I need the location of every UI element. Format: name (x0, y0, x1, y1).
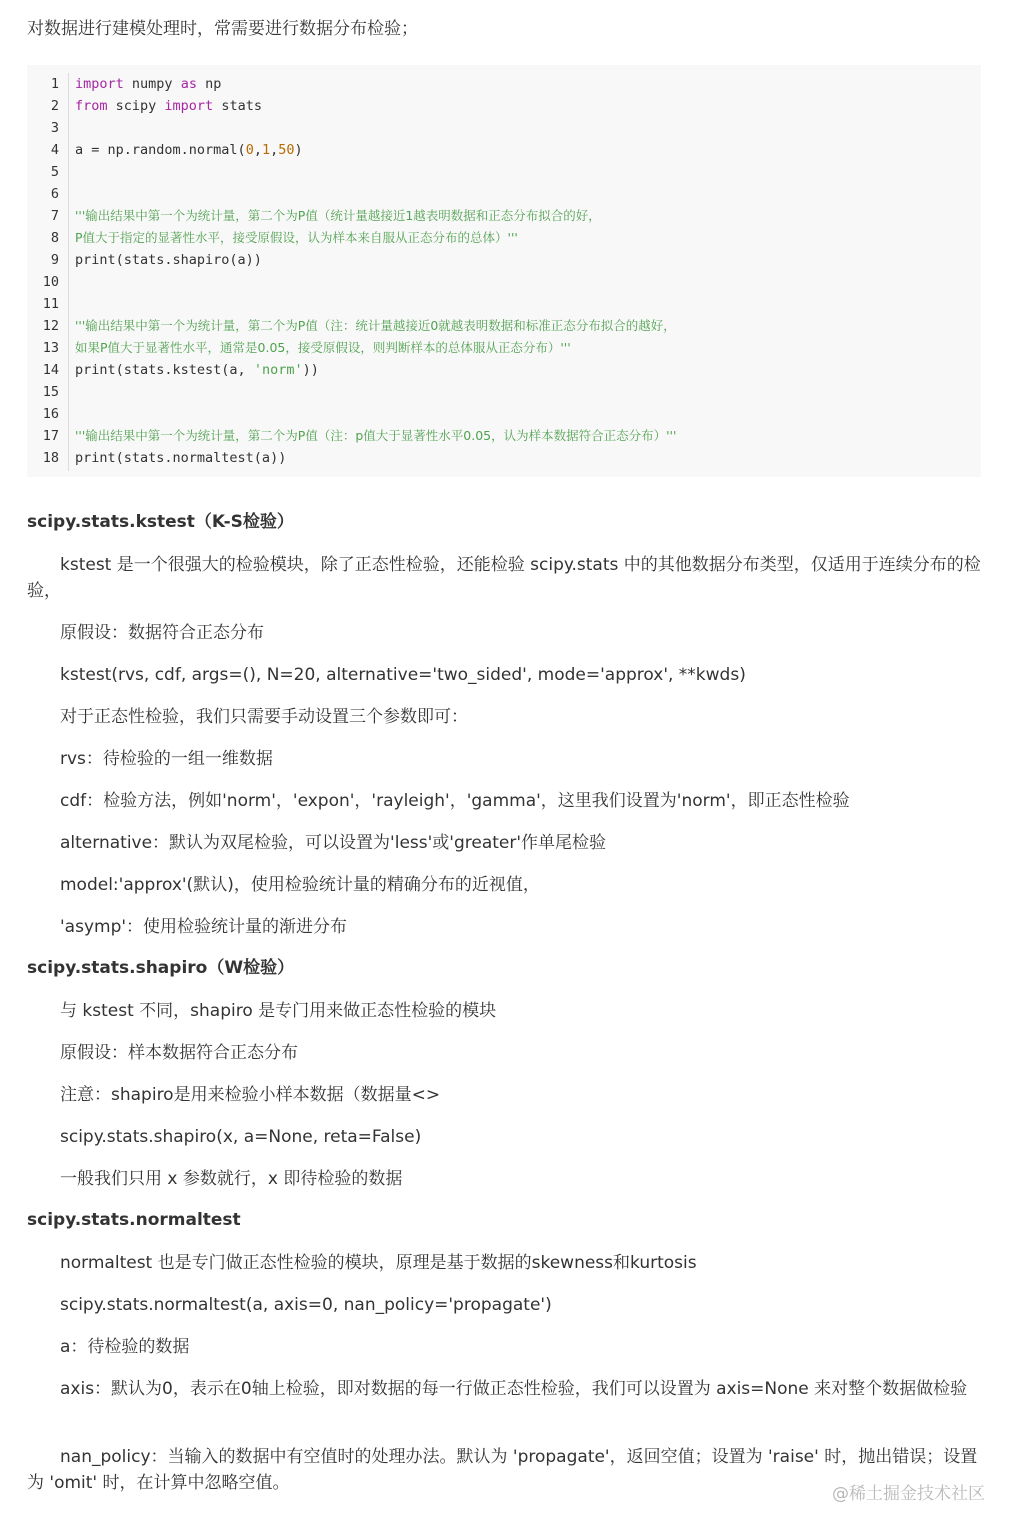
code-line (27, 293, 981, 315)
code-token: 如果P值大于显著性水平，通常是0.05，接受原假设，则判断样本的总体服从正态分布）''' (75, 340, 571, 355)
code-token: print(stats.kstest(a, (75, 362, 254, 378)
shapiro-note: 注意：shapiro是用来检验小样本数据（数据量<> (60, 1085, 441, 1105)
code-token: 50 (278, 142, 295, 158)
line-number: 1 (50, 76, 59, 92)
code-line (27, 161, 981, 183)
normaltest-heading: scipy.stats.normaltest (27, 1210, 241, 1230)
code-line (27, 425, 981, 447)
code-line (27, 139, 981, 161)
kstest-param-asymp: 'asymp'：使用检验统计量的渐进分布 (60, 917, 348, 937)
shapiro-usage: 一般我们只用 x 参数就行，x 即待检验的数据 (60, 1169, 403, 1189)
code-token: stats (213, 98, 262, 114)
code-token: print(stats.shapiro(a)) (75, 252, 262, 268)
code-line (27, 403, 981, 425)
line-number: 13 (42, 340, 59, 356)
code-text (75, 73, 221, 95)
normaltest-param-nan-policy: nan_policy：当输入的数据中有空值时的处理办法。默认为 'propagate'，返回空值；设置为 'raise' 时，抛出错误；设置为 'omit' 时，在计算中忽略空值。 (27, 1447, 978, 1493)
code-token: as (180, 76, 197, 92)
kstest-param-cdf: cdf：检验方法，例如'norm'，'expon'，'rayleigh'，'gamma'，这里我们设置为'norm'，即正态性检验 (60, 791, 850, 811)
line-number: 6 (50, 186, 59, 202)
line-number: 10 (42, 274, 59, 290)
line-number: 7 (50, 208, 59, 224)
line-number: 17 (42, 428, 59, 444)
code-token: from (75, 98, 108, 114)
normaltest-param-a: a：待检验的数据 (60, 1337, 190, 1357)
kstest-params-intro: 对于正态性检验，我们只需要手动设置三个参数即可： (60, 707, 468, 727)
line-number: 9 (50, 252, 59, 268)
line-number: 12 (42, 318, 59, 334)
code-line (27, 73, 981, 95)
line-number: 5 (50, 164, 59, 180)
kstest-signature: kstest(rvs, cdf, args=(), N=20, alternative='two_sided', mode='approx', **kwds) (60, 665, 746, 685)
normaltest-param-axis: axis：默认为0，表示在0轴上检验，即对数据的每一行做正态性检验，我们可以设置为 axis=None 来对整个数据做检验 (60, 1379, 968, 1399)
code-token: 'norm' (253, 362, 303, 378)
code-token: )) (302, 362, 319, 378)
shapiro-heading: scipy.stats.shapiro（W检验） (27, 958, 295, 978)
line-number: 16 (42, 406, 59, 422)
line-number: 11 (42, 296, 59, 312)
kstest-param-mode: model:'approx'(默认)，使用检验统计量的精确分布的近视值， (60, 875, 540, 895)
code-token: scipy (107, 98, 165, 114)
code-text (75, 205, 601, 227)
code-token: import (75, 76, 124, 92)
code-line (27, 117, 981, 139)
kstest-paragraph: kstest 是一个很强大的检验模块，除了正态性检验，还能检验 scipy.stats 中的其他数据分布类型，仅适用于连续分布的检验， (27, 555, 981, 601)
code-line (27, 271, 981, 293)
shapiro-signature: scipy.stats.shapiro(x, a=None, reta=False) (60, 1127, 422, 1147)
code-token: '''输出结果中第一个为统计量，第二个为P值（统计量越接近1越表明数据和正态分布拟合的好， (75, 208, 601, 223)
code-text (75, 315, 676, 337)
code-token: a = np.random.normal( (75, 142, 246, 158)
code-line (27, 95, 981, 117)
line-number: 4 (50, 142, 59, 158)
code-line (27, 205, 981, 227)
code-line (27, 227, 981, 249)
code-token: print(stats.normaltest(a)) (75, 450, 287, 466)
code-line (27, 337, 981, 359)
line-number: 8 (50, 230, 59, 246)
code-token: 1 (261, 142, 271, 158)
line-number: 3 (50, 120, 59, 136)
code-token: numpy (123, 76, 181, 92)
code-line (27, 359, 981, 381)
code-text (75, 95, 262, 117)
code-token: , (270, 142, 279, 158)
code-text (75, 425, 676, 447)
code-line (27, 249, 981, 271)
kstest-param-alternative: alternative：默认为双尾检验，可以设置为'less'或'greater'作单尾检验 (60, 833, 607, 853)
kstest-param-rvs: rvs：待检验的一组一维数据 (60, 749, 273, 769)
code-token: ) (294, 142, 303, 158)
line-number: 2 (50, 98, 59, 114)
line-number: 18 (42, 450, 59, 466)
shapiro-paragraph: 与 kstest 不同，shapiro 是专门用来做正态性检验的模块 (60, 1001, 497, 1021)
code-token: P值大于指定的显著性水平，接受原假设，认为样本来自服从正态分布的总体）''' (75, 230, 518, 245)
normaltest-signature: scipy.stats.normaltest(a, axis=0, nan_policy='propagate') (60, 1295, 552, 1315)
line-number: 15 (42, 384, 59, 400)
code-text (75, 227, 518, 249)
code-text (75, 359, 319, 381)
code-text (75, 447, 286, 469)
code-text (75, 249, 262, 271)
code-token: , (253, 142, 262, 158)
code-token: np (196, 76, 222, 92)
kstest-hypothesis: 原假设：数据符合正态分布 (60, 623, 264, 643)
code-block (27, 65, 981, 477)
code-line (27, 183, 981, 205)
watermark: @稀土掘金技术社区 (832, 1484, 985, 1504)
shapiro-hypothesis: 原假设：样本数据符合正态分布 (60, 1043, 298, 1063)
normaltest-paragraph: normaltest 也是专门做正态性检验的模块，原理是基于数据的skewness和kurtosis (60, 1253, 697, 1273)
intro-text: 对数据进行建模处理时，常需要进行数据分布检验； (27, 19, 418, 39)
code-line (27, 315, 981, 337)
code-line (27, 381, 981, 403)
code-text (75, 337, 571, 359)
code-token: '''输出结果中第一个为统计量，第二个为P值（注：统计量越接近0就越表明数据和标准正态分布拟合的越好， (75, 318, 676, 333)
kstest-heading: scipy.stats.kstest（K-S检验） (27, 512, 294, 532)
code-token: 0 (245, 142, 254, 158)
code-token: '''输出结果中第一个为统计量，第二个为P值（注：p值大于显著性水平0.05，认为样本数据符合正态分布）''' (75, 428, 677, 443)
code-line (27, 447, 981, 469)
code-text (75, 139, 303, 161)
code-token: import (164, 98, 214, 114)
line-number: 14 (42, 362, 59, 378)
